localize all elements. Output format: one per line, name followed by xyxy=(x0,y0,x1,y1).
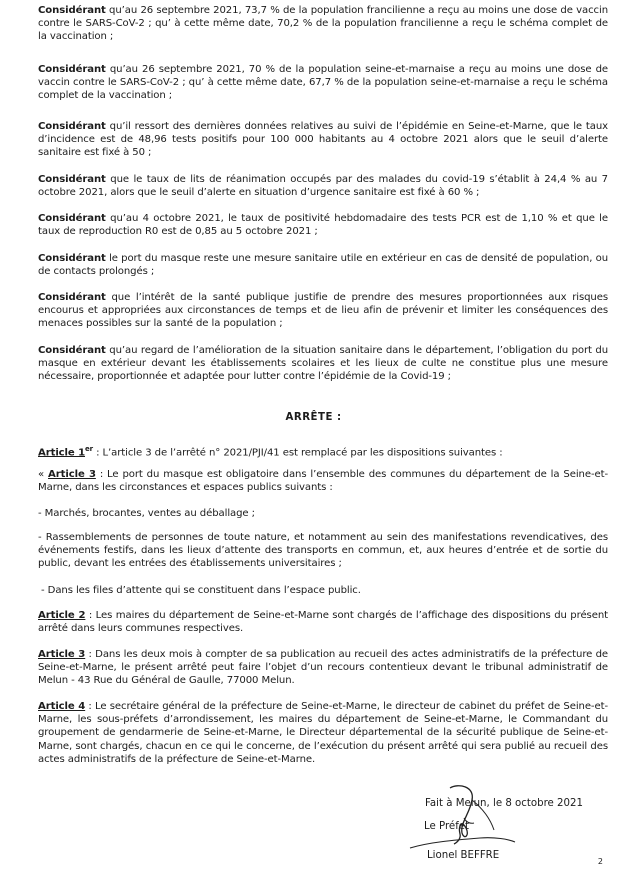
signatory-role: Le Préfet xyxy=(424,821,470,832)
quoted-article-3-label: Article 3 xyxy=(48,469,96,480)
considerant-lead: Considérant xyxy=(38,64,106,75)
considerant-text: qu’au 26 septembre 2021, 73,7 % de la population francilienne a reçu au moins une dose de vaccin contre le SARS-CoV-2 ; qu’ à cette même date, 70,2 % de la population francilienne a reçu le schéma complet de la vaccination ; xyxy=(38,5,608,43)
considerant-text: qu’au 4 octobre 2021, le taux de positivité hebdomadaire des tests PCR est de 1,10 % et que le taux de reproduction R0 est de 0,85 au 5 octobre 2021 ; xyxy=(38,213,608,238)
considerant-text: qu’au regard de l’amélioration de la situation sanitaire dans le département, l’obligation du port du masque en extérieur devant les établissements scolaires et les lieux de culte ne constitue plus une mesure nécessaire, proportionnée et adaptée pour lutter contre l’épidémie de la Covid-19 ; xyxy=(38,345,608,383)
article-4-paragraph xyxy=(38,700,608,766)
considerant-paragraph xyxy=(38,4,608,44)
article-1-sup: er xyxy=(85,445,94,453)
considerant-lead: Considérant xyxy=(38,174,106,185)
article-1-paragraph xyxy=(38,443,608,460)
considerant-lead: Considérant xyxy=(38,121,106,132)
list-item: - Rassemblements de personnes de toute nature, et notamment au sein des manifestations revendicatives, des événements festifs, dans les lieux d’attente des transports en commun, et, aux heures d’entrée et de sortie du public, devant les entrées des établissements universitaires ; xyxy=(38,532,608,570)
list-item: - Dans les files d’attente qui se constituent dans l’espace public. xyxy=(41,585,361,596)
signatory-name: Lionel BEFFRE xyxy=(427,850,500,861)
article-1-label: Article 1 xyxy=(38,447,86,459)
considerant-text: qu’au 26 septembre 2021, 70 % de la population seine-et-marnaise a reçu au moins une dose de vaccin contre le SARS-CoV-2 ; qu’ à cette même date, 67,7 % de la population seine-et-marnaise a reçu le schéma complet de la vaccination ; xyxy=(38,64,608,102)
article-2-label: Article 2 xyxy=(38,610,86,621)
considerant-paragraph xyxy=(38,63,608,103)
article-3-text: : Dans les deux mois à compter de sa publication au recueil des actes administratifs de la préfecture de Seine-et-Marne, le présent arrêté peut faire l’objet d’un recours contentieux devant le tribunal administratif de Melun - 43 Rue du Général de Gaulle, 77000 Melun. xyxy=(38,649,608,687)
article-2-paragraph xyxy=(38,609,608,635)
considerant-text: qu’il ressort des dernières données relatives au suivi de l’épidémie en Seine-et-Marne, que le taux d’incidence est de 48,96 tests positifs pour 100 000 habitants au 4 octobre 2021 alors que le seuil d’alerte sanitaire est fixé à 50 ; xyxy=(38,121,608,159)
considerant-lead: Considérant xyxy=(38,345,106,356)
handwritten-signature xyxy=(400,778,520,858)
considerant-paragraph xyxy=(38,212,608,238)
considerant-text: le port du masque reste une mesure sanitaire utile en extérieur en cas de densité de population, ou de contacts prolongés ; xyxy=(38,253,608,278)
considerant-paragraph xyxy=(38,173,608,199)
article-2-text: : Les maires du département de Seine-et-Marne sont chargés de l’affichage des dispositions du présent arrêté dans leurs communes respectives. xyxy=(38,610,608,635)
considerant-paragraph xyxy=(38,291,608,331)
considerant-text: que le taux de lits de réanimation occupés par des malades du covid-19 s’établit à 24,4 % au 7 octobre 2021, alors que le seuil d’alerte en situation d’urgence sanitaire est fixé à 60 % ; xyxy=(38,174,608,199)
considerant-paragraph xyxy=(38,252,608,278)
considerant-lead: Considérant xyxy=(38,253,106,264)
considerant-text: que l’intérêt de la santé publique justifie de prendre des mesures proportionnées aux risques encourus et appropriées aux circonstances de temps et de lieu afin de prévenir et limiter les conséquences des menaces possibles sur la santé de la population ; xyxy=(38,292,608,330)
place-date: Fait à Melun, le 8 octobre 2021 xyxy=(425,798,583,809)
quoted-article-3-paragraph xyxy=(38,468,608,494)
article-4-text: : Le secrétaire général de la préfecture de Seine-et-Marne, le directeur de cabinet du préfet de Seine-et-Marne, les sous-préfets d’arrondissement, les maires du département de Seine-et-Marne, le Commandant du groupement de gendarmerie de Seine-et-Marne, le Directeur départemental de la sécurité publique de Seine-et-Marne, sont chargés, chacun en ce qui le concerne, de l’exécution du présent arrêté qui sera publié au recueil des actes administratifs de la préfecture de Seine-et-Marne. xyxy=(38,701,608,765)
page-number: 2 xyxy=(597,857,603,866)
considerant-paragraph xyxy=(38,120,608,160)
arrete-heading: ARRÊTE : xyxy=(285,412,342,423)
article-3-paragraph xyxy=(38,648,608,688)
quote-open: « xyxy=(38,469,49,480)
considerant-lead: Considérant xyxy=(38,213,106,224)
list-item: - Marchés, brocantes, ventes au déballage ; xyxy=(38,508,255,519)
considerant-lead: Considérant xyxy=(38,292,106,303)
article-4-label: Article 4 xyxy=(38,701,86,712)
considerant-paragraph xyxy=(38,344,608,384)
article-3-label: Article 3 xyxy=(38,649,86,660)
considerant-lead: Considérant xyxy=(38,5,106,16)
quoted-article-3-text: : Le port du masque est obligatoire dans l’ensemble des communes du département de la Seine-et-Marne, dans les circonstances et espaces publics suivants : xyxy=(38,469,608,494)
article-1-text: : L’article 3 de l’arrêté n° 2021/PJI/41 est remplacé par les dispositions suivantes : xyxy=(93,447,503,459)
